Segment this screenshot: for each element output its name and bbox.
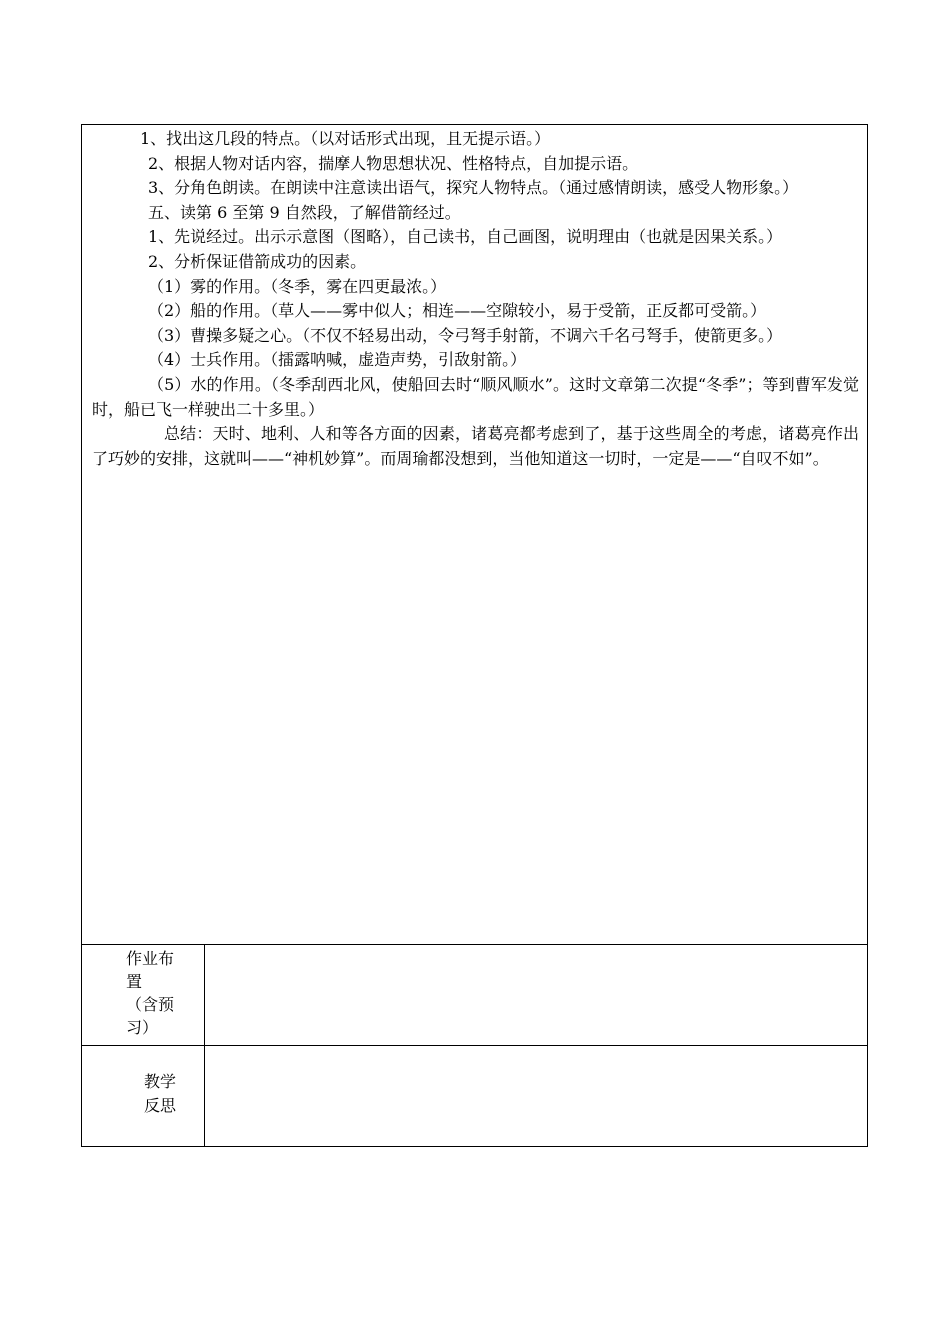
homework-content-cell [205, 945, 868, 1046]
reflection-label-line: 反思 [144, 1096, 177, 1115]
reflection-label-cell [82, 1046, 205, 1147]
lesson-paragraph: （3）曹操多疑之心。（不仅不轻易出动，令弓弩手射箭，不调六千名弓弩手，使箭更多。） [148, 325, 783, 345]
lesson-paragraph: （1）雾的作用。（冬季，雾在四更最浓。） [148, 276, 447, 296]
reflection-content-cell [205, 1046, 868, 1147]
lesson-paragraphs [92, 127, 859, 471]
lesson-paragraph: 2、根据人物对话内容，揣摩人物思想状况、性格特点，自加提示语。 [148, 153, 639, 173]
lesson-paragraph: 1、先说经过。出示示意图（图略），自己读书，自己画图，说明理由（也就是因果关系。） [148, 227, 783, 247]
reflection-label [82, 1046, 204, 1118]
reflection-label-line: 教学 [144, 1072, 177, 1091]
homework-label [82, 945, 204, 1039]
lesson-paragraph: 1、找出这几段的特点。（以对话形式出现，且无提示语。） [140, 129, 551, 148]
lesson-plan-table [81, 124, 868, 1147]
homework-label-line: 作业布 [126, 949, 175, 968]
reflection-row [82, 1046, 868, 1147]
homework-label-cell [82, 945, 205, 1046]
lesson-paragraph: （4）士兵作用。（擂露呐喊，虚造声势，引敌射箭。） [148, 350, 527, 370]
lesson-paragraph: （2）船的作用。（草人——雾中似人；相连——空隙较小，易于受箭，正反都可受箭。） [148, 301, 767, 321]
lesson-paragraph: （5）水的作用。（冬季刮西北风，使船回去时“顺风顺水”。这时文章第二次提“冬季”；等到曹军发觉时，船已飞一样驶出二十多里。） [92, 374, 860, 419]
lesson-content-row [82, 125, 868, 945]
homework-row [82, 945, 868, 1046]
lesson-paragraph: 2、分析保证借箭成功的因素。 [148, 251, 367, 271]
homework-label-line: （含预 [126, 995, 175, 1014]
lesson-paragraph: 五、读第 6 至第 9 自然段，了解借箭经过。 [148, 202, 461, 222]
homework-label-line: 习） [126, 1018, 159, 1037]
lesson-paragraph: 总结：天时、地利、人和等各方面的因素，诸葛亮都考虑到了，基于这些周全的考虑，诸葛亮作出了巧妙的安排，这就叫——“神机妙算”。而周瑜都没想到，当他知道这一切时，一定是——“自叹不如”。 [92, 424, 860, 468]
lesson-content-cell [82, 125, 868, 945]
homework-label-line: 置 [126, 972, 143, 991]
lesson-paragraph: 3、分角色朗读。在朗读中注意读出语气，探究人物特点。（通过感情朗读，感受人物形象。） [148, 178, 799, 198]
